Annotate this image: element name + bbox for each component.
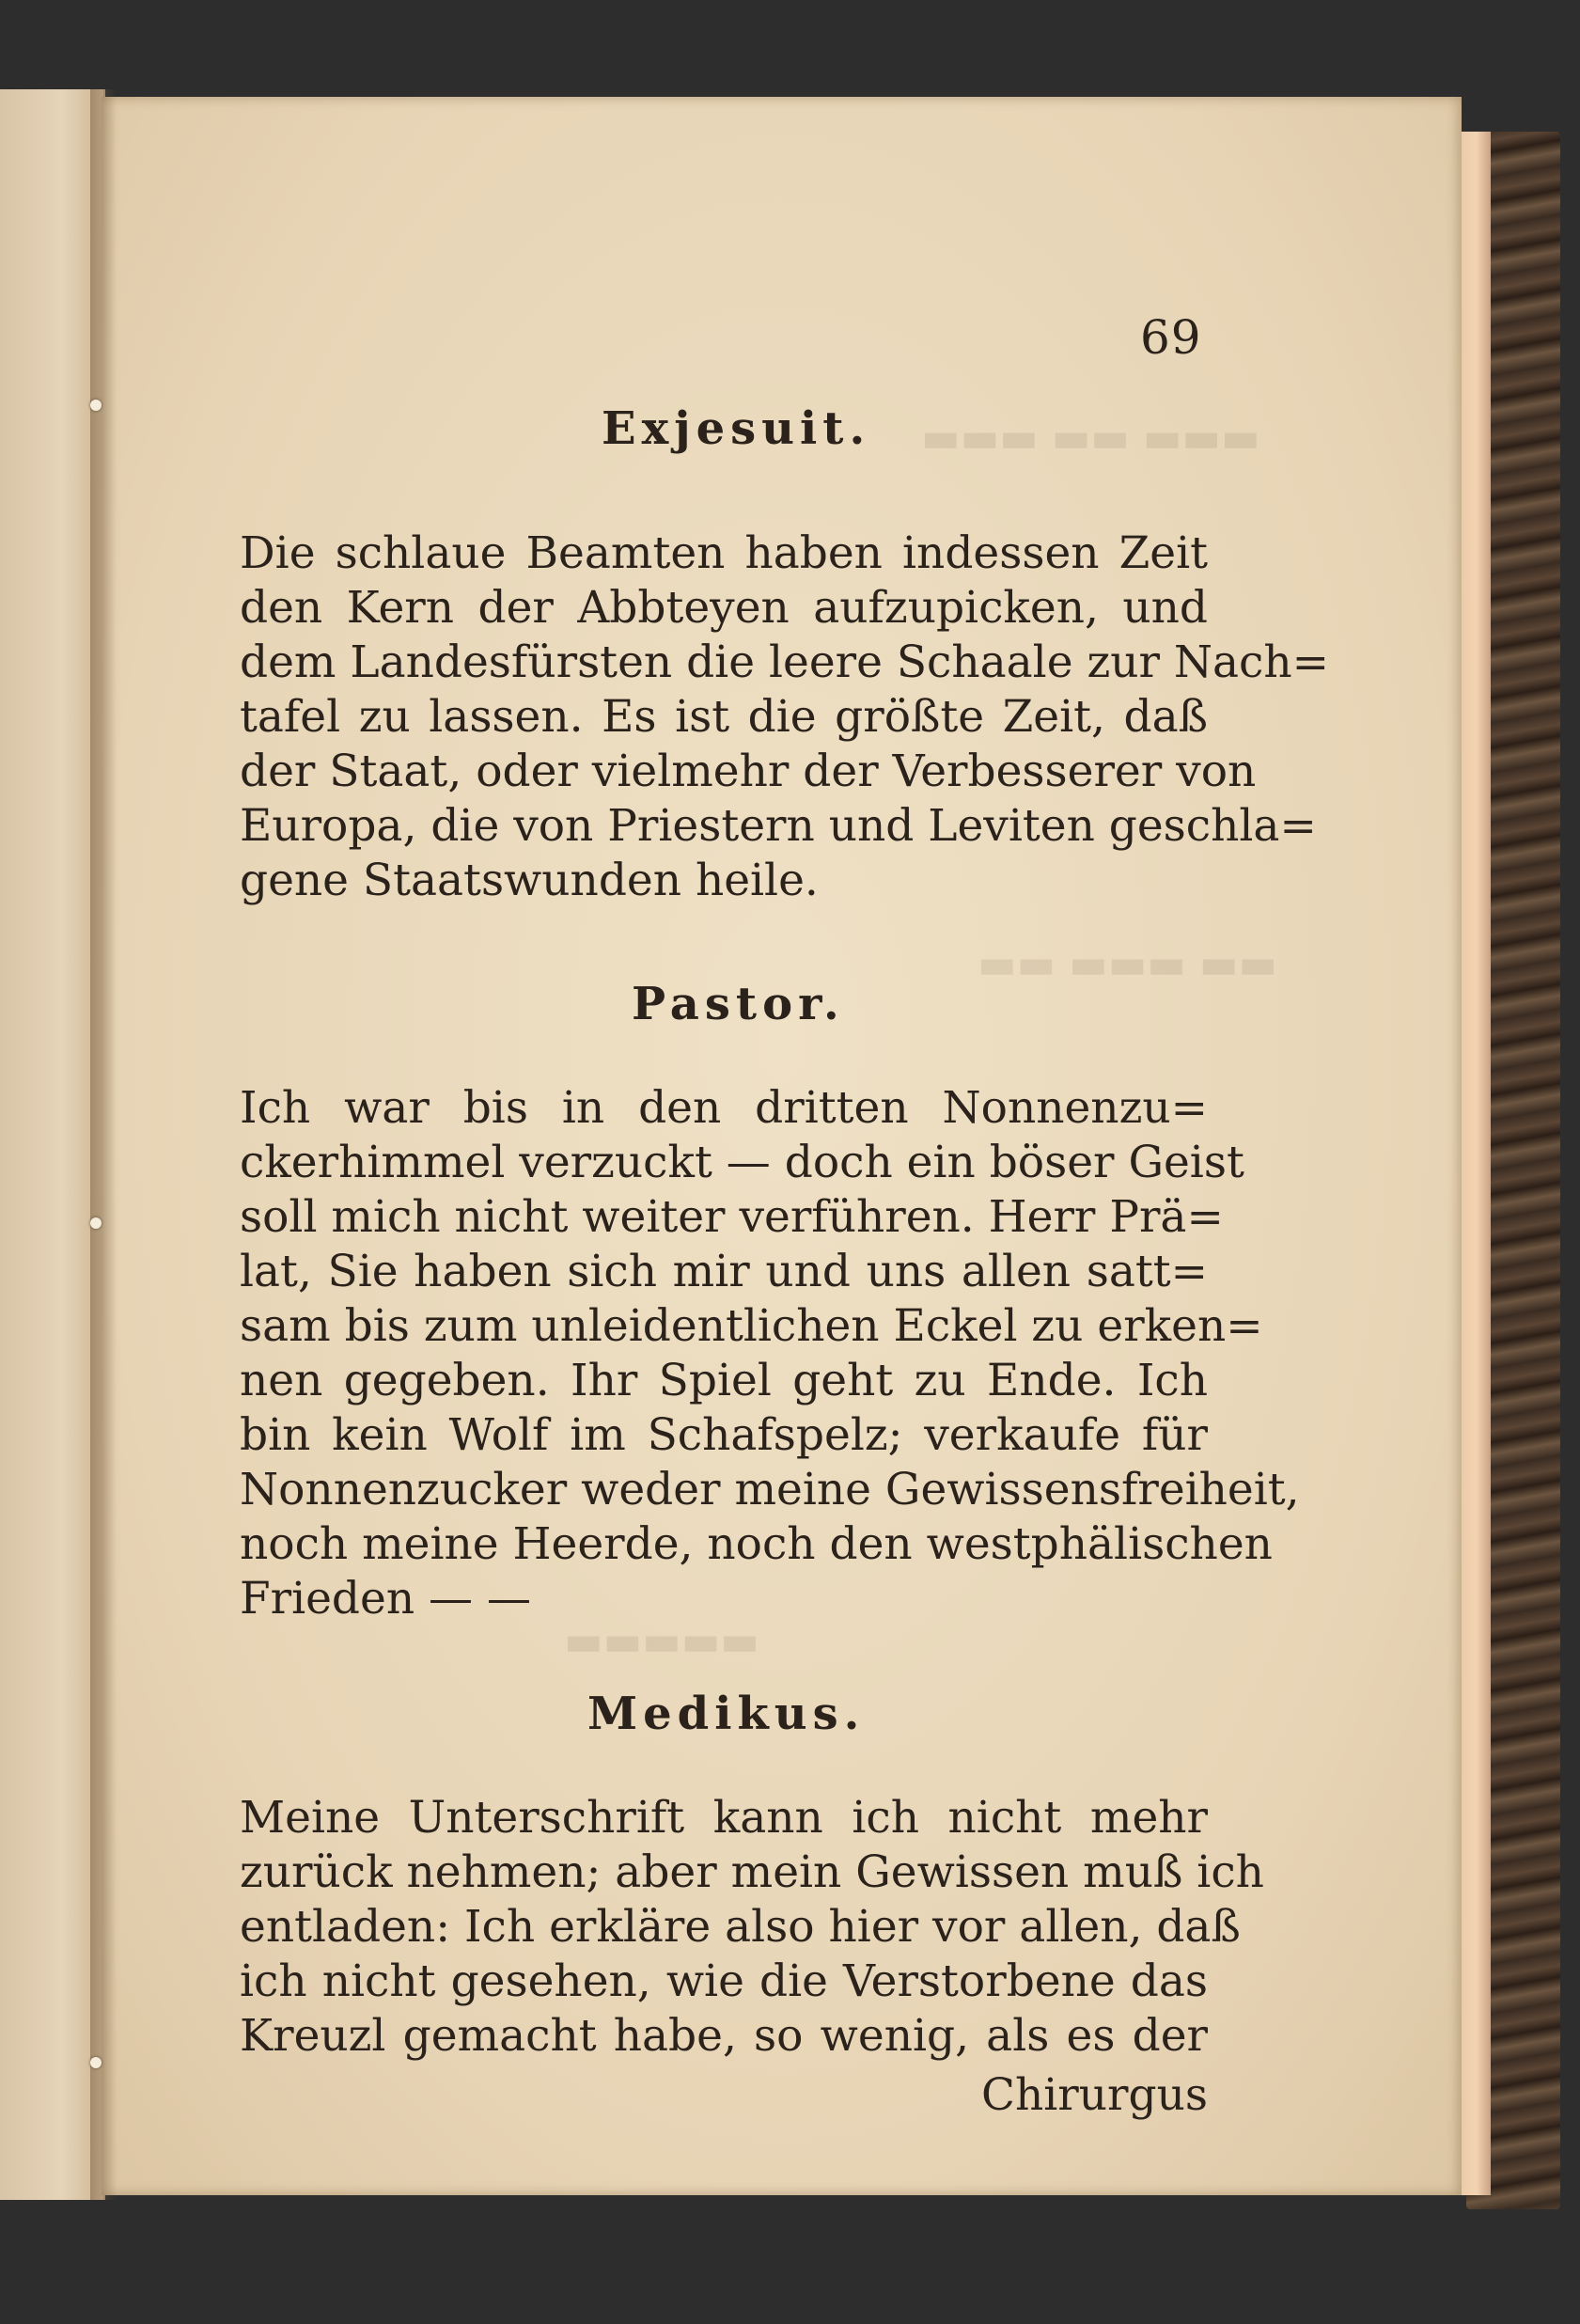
text-line: der Staat, oder vielmehr der Verbesserer von xyxy=(240,746,1257,797)
text-line: Europa, die von Priestern und Leviten geschla= xyxy=(240,800,1317,852)
text-line: noch meine Heerde, noch den westphälischen xyxy=(240,1518,1273,1570)
speaker-heading: Medikus. xyxy=(587,1688,866,1740)
text-line: Ich war bis in den dritten Nonnenzu= xyxy=(240,1082,1208,1134)
text-line: entladen: Ich erkläre also hier vor allen, daß xyxy=(240,1901,1241,1953)
text-line: Meine Unterschrift kann ich nicht mehr xyxy=(240,1792,1208,1844)
text-line: lat, Sie haben sich mir und uns allen satt= xyxy=(240,1246,1208,1297)
binding-stitch xyxy=(90,2057,102,2068)
speaker-heading: Pastor. xyxy=(632,978,845,1030)
text-line: tafel zu lassen. Es ist die größte Zeit, daß xyxy=(240,691,1208,743)
text-line: gene Staatswunden heile. xyxy=(240,855,819,906)
text-line: zurück nehmen; aber mein Gewissen muß ich xyxy=(240,1846,1264,1898)
speaker-heading: Exjesuit. xyxy=(602,402,871,455)
text-line: nen gegeben. Ihr Spiel geht zu Ende. Ich xyxy=(240,1355,1208,1406)
text-line: Die schlaue Beamten haben indessen Zeit xyxy=(240,527,1208,579)
text-line: dem Landesfürsten die leere Schaale zur Nach= xyxy=(240,636,1330,688)
text-line: ich nicht gesehen, wie die Verstorbene das xyxy=(240,1955,1208,2007)
text-line: Kreuzl gemacht habe, so wenig, als es der xyxy=(240,2010,1208,2062)
text-line: ckerhimmel verzuckt — doch ein böser Geist xyxy=(240,1137,1244,1188)
show-through-smudge: ▬▬ ▬▬▬ ▬▬ xyxy=(978,940,1277,988)
text-line: bin kein Wolf im Schafspelz; verkaufe für xyxy=(240,1409,1208,1461)
text-line: soll mich nicht weiter verführen. Herr Prä= xyxy=(240,1191,1224,1243)
text-line: sam bis zum unleidentlichen Eckel zu erken= xyxy=(240,1300,1263,1352)
text-line: Frieden — — xyxy=(240,1573,531,1625)
text-line: Nonnenzucker weder meine Gewissensfreiheit, xyxy=(240,1464,1300,1515)
catchword: Chirurgus xyxy=(981,2069,1208,2121)
text-line: den Kern der Abbteyen aufzupicken, und xyxy=(240,582,1208,634)
show-through-smudge: ▬▬▬ ▬▬ ▬▬▬ xyxy=(921,414,1260,462)
show-through-smudge: ▬▬▬▬▬ xyxy=(564,1617,759,1665)
binding-stitch xyxy=(90,1217,102,1229)
binding-stitch xyxy=(90,400,102,411)
page-number: 69 xyxy=(1140,310,1202,365)
